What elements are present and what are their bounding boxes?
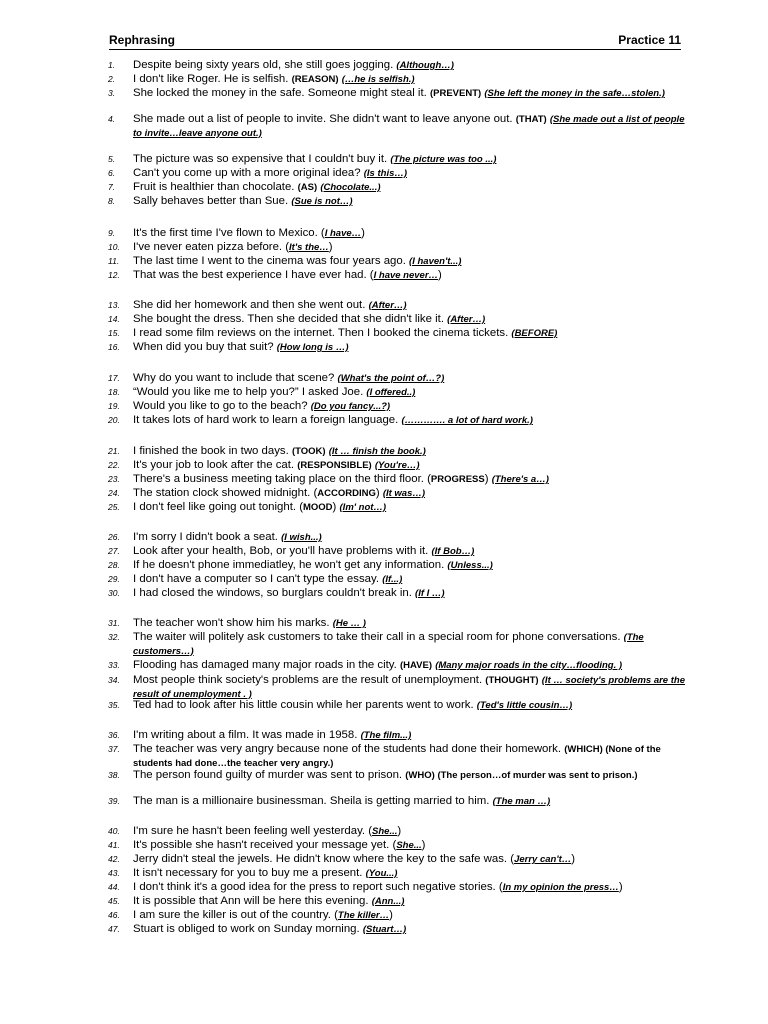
- exercise-text: [133, 659, 685, 673]
- exercise-number: 17.: [108, 373, 120, 383]
- rephrase-hint: It's the…: [289, 242, 329, 253]
- rephrase-hint: (She made out a list of people to invite…leave anyone out.): [133, 114, 685, 139]
- exercise-number: 15.: [108, 328, 120, 338]
- sentence-text: I don't think it's a good idea for the press to report such negative stories. (: [133, 881, 503, 893]
- exercise-text: [133, 167, 685, 181]
- exercise-number: 28.: [108, 560, 120, 570]
- sentence-text: Stuart is obliged to work on Sunday morning.: [133, 923, 363, 935]
- sentence-text: I'm sorry I didn't book a seat.: [133, 531, 282, 543]
- exercise-text: [133, 341, 685, 355]
- exercise-text: [133, 853, 685, 867]
- sentence-text: ): [332, 501, 340, 513]
- keyword: (PREVENT): [429, 88, 482, 99]
- sentence-text: It is possible that Ann will be here this evening.: [133, 895, 372, 907]
- exercise-number: 14.: [108, 314, 120, 324]
- exercise-text: [133, 501, 685, 515]
- sentence-text: I am sure the killer is out of the country. (: [133, 909, 338, 921]
- sentence-text: ): [618, 881, 623, 893]
- rephrase-hint: She...: [396, 840, 422, 851]
- exercise-text: [133, 531, 685, 545]
- rephrase-hint: (There's a…): [491, 474, 549, 485]
- exercise-number: 36.: [108, 730, 120, 740]
- exercise-number: 20.: [108, 415, 120, 425]
- sentence-text: Most people think society's problems are the result of unemployment.: [133, 674, 486, 686]
- rephrase-hint: She...: [372, 826, 398, 837]
- rephrase-hint: (If Bob…): [431, 546, 475, 557]
- exercise-number: 31.: [108, 618, 120, 628]
- exercise-number: 25.: [108, 502, 120, 512]
- sentence-text: It takes lots of hard work to learn a foreign language.: [133, 414, 402, 426]
- exercise-text: [133, 269, 685, 283]
- exercise-number: 8.: [108, 196, 116, 206]
- sentence-text: I don't have a computer so I can't type the essay.: [133, 573, 383, 585]
- sentence-text: Jerry didn't steal the jewels. He didn't know where the key to the safe was. (: [133, 853, 515, 865]
- exercise-number: 12.: [108, 270, 120, 280]
- exercise-text: [133, 386, 685, 400]
- sentence-text: Despite being sixty years old, she still goes jogging.: [133, 59, 397, 71]
- keyword: PROGRESS: [430, 474, 485, 485]
- rephrase-hint: (You're…): [374, 460, 420, 471]
- sentence-text: The teacher was very angry because none of the students had done their homework.: [133, 743, 565, 755]
- sentence-text: The picture was so expensive that I couldn't buy it.: [133, 153, 391, 165]
- rephrase-hint: (The film...): [360, 730, 412, 741]
- exercise-text: [133, 617, 685, 631]
- exercise-text: [133, 923, 685, 937]
- exercise-number: 33.: [108, 660, 120, 670]
- exercise-text: [133, 825, 685, 839]
- rephrase-hint: (The picture was too ...): [390, 154, 497, 165]
- exercise-text: [133, 769, 685, 783]
- exercise-number: 41.: [108, 840, 120, 850]
- keyword: (WHICH) (None of the students had done…the teacher very angry.): [133, 744, 661, 769]
- exercise-number: 5.: [108, 154, 116, 164]
- exercise-text: [133, 895, 685, 909]
- rephrase-hint: (I haven't...): [409, 256, 462, 267]
- sentence-text: Why do you want to include that scene?: [133, 372, 338, 384]
- rephrase-hint: (Although…): [396, 60, 454, 71]
- exercise-number: 47.: [108, 924, 120, 934]
- sentence-text: ): [328, 241, 333, 253]
- sentence-text: I've never eaten pizza before. (: [133, 241, 290, 253]
- rephrase-hint: The killer…: [337, 910, 390, 921]
- sentence-text: There's a business meeting taking place on the third floor. (: [133, 473, 431, 485]
- sentence-text: The waiter will politely ask customers to take their call in a special room for phone conversations.: [133, 631, 624, 643]
- sentence-text: She bought the dress. Then she decided that she didn't like it.: [133, 313, 448, 325]
- exercise-text: [133, 573, 685, 587]
- rephrase-hint: Jerry can't…: [514, 854, 572, 865]
- exercise-text: [133, 487, 685, 501]
- exercise-number: 39.: [108, 796, 120, 806]
- rephrase-hint: (Do you fancy...?): [310, 401, 391, 412]
- rephrase-hint: (Ann...): [371, 896, 405, 907]
- sentence-text: ): [421, 839, 426, 851]
- exercise-number: 34.: [108, 675, 120, 685]
- sentence-text: ): [484, 473, 492, 485]
- exercise-text: [133, 73, 685, 87]
- rephrase-hint: (Im' not…): [339, 502, 387, 513]
- exercise-text: [133, 400, 685, 414]
- exercise-number: 11.: [108, 256, 120, 266]
- keyword: (HAVE): [399, 660, 433, 671]
- exercise-text: [133, 241, 685, 255]
- sentence-text: Sally behaves better than Sue.: [133, 195, 292, 207]
- exercise-number: 21.: [108, 446, 120, 456]
- sentence-text: Would you like to go to the beach?: [133, 400, 311, 412]
- rephrase-hint: (How long is …): [276, 342, 349, 353]
- worksheet-title: Rephrasing: [109, 33, 176, 47]
- rephrase-hint: (Is this…): [363, 168, 408, 179]
- exercise-text: [133, 699, 685, 713]
- exercise-number: 22.: [108, 460, 120, 470]
- exercise-number: 32.: [108, 632, 120, 642]
- sentence-text: I don't feel like going out tonight. (: [133, 501, 303, 513]
- exercise-text: [133, 445, 685, 459]
- rephrase-hint: (Chocolate...): [320, 182, 381, 193]
- sentence-text: She made out a list of people to invite. She didn't want to leave anyone out.: [133, 113, 516, 125]
- keyword: MOOD: [302, 502, 333, 513]
- exercise-number: 29.: [108, 574, 120, 584]
- rephrase-hint: (Many major roads in the city…flooding. ): [435, 660, 623, 671]
- exercise-number: 45.: [108, 896, 120, 906]
- exercise-number: 44.: [108, 882, 120, 892]
- exercise-number: 10.: [108, 242, 120, 252]
- exercise-number: 23.: [108, 474, 120, 484]
- sentence-text: It's possible she hasn't received your message yet. (: [133, 839, 397, 851]
- sentence-text: The man is a millionaire businessman. Sheila is getting married to him.: [133, 795, 493, 807]
- exercise-text: [133, 255, 685, 269]
- keyword: (REASON): [291, 74, 339, 85]
- sentence-text: The last time I went to the cinema was four years ago.: [133, 255, 410, 267]
- keyword: ACCORDING: [317, 488, 376, 499]
- keyword: (RESPONSIBLE): [297, 460, 372, 471]
- sentence-text: ): [571, 853, 576, 865]
- exercise-number: 46.: [108, 910, 120, 920]
- exercise-text: [133, 559, 685, 573]
- rephrase-hint: (He … ): [332, 618, 366, 629]
- rephrase-hint: (After…): [368, 300, 407, 311]
- keyword: (THAT): [515, 114, 547, 125]
- exercise-number: 38.: [108, 770, 120, 780]
- exercise-number: 2.: [108, 74, 116, 84]
- practice-number: Practice 11: [618, 33, 681, 47]
- rephrase-hint: (Sue is not…): [291, 196, 353, 207]
- sentence-text: “Would you like me to help you?” I asked Joe.: [133, 386, 367, 398]
- exercise-text: [133, 473, 685, 487]
- sentence-text: I read some film reviews on the internet. Then I booked the cinema tickets.: [133, 327, 512, 339]
- keyword: (TOOK): [291, 446, 326, 457]
- exercise-number: 7.: [108, 182, 116, 192]
- rephrase-hint: In my opinion the press…: [502, 882, 619, 893]
- sentence-text: It's your job to look after the cat.: [133, 459, 298, 471]
- exercise-text: [133, 327, 685, 341]
- exercise-text: [133, 839, 685, 853]
- sentence-text: Ted had to look after his little cousin while her parents went to work.: [133, 699, 477, 711]
- sentence-text: She locked the money in the safe. Someone might steal it.: [133, 87, 430, 99]
- exercise-text: [133, 195, 685, 209]
- sentence-text: ): [375, 487, 383, 499]
- exercise-number: 43.: [108, 868, 120, 878]
- rephrase-hint: (The customers…): [133, 632, 644, 657]
- exercise-number: 40.: [108, 826, 120, 836]
- rephrase-hint: (BEFORE): [511, 328, 558, 339]
- sentence-text: I finished the book in two days.: [133, 445, 292, 457]
- exercise-text: [133, 587, 685, 601]
- keyword: (THOUGHT): [485, 675, 539, 686]
- sentence-text: If he doesn't phone immediatley, he won't get any information.: [133, 559, 448, 571]
- exercise-number: 13.: [108, 300, 120, 310]
- exercise-number: 30.: [108, 588, 120, 598]
- sentence-text: It isn't necessary for you to buy me a present.: [133, 867, 366, 879]
- rephrase-hint: I have…: [324, 228, 362, 239]
- exercise-text: [133, 881, 685, 895]
- exercise-text: [133, 372, 685, 386]
- rephrase-hint: I have never…: [373, 270, 439, 281]
- sentence-text: She did her homework and then she went out.: [133, 299, 369, 311]
- exercise-text: [133, 795, 685, 809]
- sentence-text: Can't you come up with a more original idea?: [133, 167, 364, 179]
- exercise-number: 26.: [108, 532, 120, 542]
- exercise-number: 18.: [108, 387, 120, 397]
- rephrase-hint: (After…): [447, 314, 486, 325]
- exercise-text: [133, 87, 685, 101]
- exercise-number: 9.: [108, 228, 116, 238]
- exercise-text: [133, 113, 685, 140]
- exercise-text: [133, 414, 685, 428]
- sentence-text: ): [397, 825, 402, 837]
- rephrase-hint: (What's the point of…?): [337, 373, 445, 384]
- sentence-text: The station clock showed midnight. (: [133, 487, 318, 499]
- exercise-text: [133, 313, 685, 327]
- sentence-text: I don't like Roger. He is selfish.: [133, 73, 292, 85]
- exercise-text: [133, 909, 685, 923]
- exercise-text: [133, 545, 685, 559]
- exercise-text: [133, 674, 685, 701]
- sentence-text: When did you buy that suit?: [133, 341, 277, 353]
- sentence-text: ): [361, 227, 365, 239]
- exercise-number: 24.: [108, 488, 120, 498]
- sentence-text: I had closed the windows, so burglars couldn't break in.: [133, 587, 416, 599]
- rephrase-hint: (It … finish the book.): [328, 446, 426, 457]
- exercise-number: 27.: [108, 546, 120, 556]
- exercise-number: 42.: [108, 854, 120, 864]
- rephrase-hint: (Stuart…): [362, 924, 407, 935]
- exercise-text: [133, 59, 685, 73]
- rephrase-hint: (I wish...): [281, 532, 322, 543]
- rephrase-hint: (If...): [382, 574, 403, 585]
- rephrase-hint: (Unless...): [447, 560, 493, 571]
- exercise-text: [133, 227, 685, 241]
- sentence-text: Look after your health, Bob, or you'll have problems with it.: [133, 545, 432, 557]
- exercise-text: [133, 867, 685, 881]
- sentence-text: I'm writing about a film. It was made in 1958.: [133, 729, 361, 741]
- sentence-text: ): [438, 269, 442, 281]
- exercise-number: 1.: [108, 60, 116, 70]
- exercise-text: [133, 153, 685, 167]
- rephrase-hint: (If I …): [415, 588, 445, 599]
- exercise-text: [133, 459, 685, 473]
- exercise-text: [133, 729, 685, 743]
- exercise-number: 4.: [108, 114, 116, 124]
- exercise-number: 16.: [108, 342, 120, 352]
- rephrase-hint: (It … society's problems are the result of unemployment . ): [133, 675, 685, 700]
- keyword: (WHO) (The person…of murder was sent to prison.): [405, 770, 638, 781]
- rephrase-hint: (…………. a lot of hard work.): [401, 415, 533, 426]
- rephrase-hint: (You...): [365, 868, 398, 879]
- exercise-number: 19.: [108, 401, 120, 411]
- rephrase-hint: (She left the money in the safe…stolen.): [484, 88, 665, 99]
- rephrase-hint: (Ted's little cousin…): [476, 700, 573, 711]
- page-header: [109, 32, 681, 50]
- rephrase-hint: (It was…): [382, 488, 426, 499]
- exercise-text: [133, 743, 685, 770]
- sentence-text: It's the first time I've flown to Mexico. (: [133, 227, 325, 239]
- exercise-text: [133, 299, 685, 313]
- sentence-text: Fruit is healthier than chocolate.: [133, 181, 298, 193]
- exercise-text: [133, 181, 685, 195]
- exercise-number: 35.: [108, 700, 120, 710]
- exercise-text: [133, 631, 685, 658]
- exercise-number: 3.: [108, 88, 116, 98]
- sentence-text: The person found guilty of murder was sent to prison.: [133, 769, 406, 781]
- exercise-number: 37.: [108, 744, 120, 754]
- rephrase-hint: (I offered..): [366, 387, 416, 398]
- sentence-text: The teacher won't show him his marks.: [133, 617, 333, 629]
- sentence-text: I'm sure he hasn't been feeling well yesterday. (: [133, 825, 373, 837]
- exercise-number: 6.: [108, 168, 116, 178]
- sentence-text: That was the best experience I have ever had. (: [133, 269, 374, 281]
- rephrase-hint: (The man …): [492, 796, 551, 807]
- keyword: (AS): [297, 182, 318, 193]
- sentence-text: ): [389, 909, 393, 921]
- sentence-text: Flooding has damaged many major roads in the city.: [133, 659, 400, 671]
- rephrase-hint: (…he is selfish.): [341, 74, 415, 85]
